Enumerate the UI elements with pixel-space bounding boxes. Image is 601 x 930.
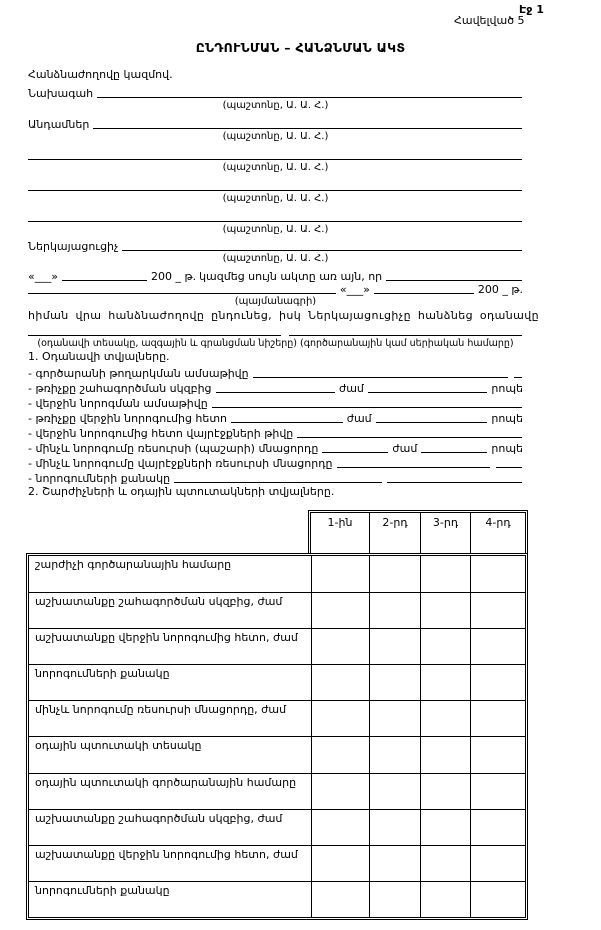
table-cell-empty [311, 736, 369, 772]
blank-line [174, 481, 382, 483]
position-caption: (պաշտոնը, Ա. Ա. Հ.) [222, 193, 329, 204]
engines-table-header [308, 510, 528, 553]
data-line [28, 470, 523, 485]
day-quote-blank: «___» [339, 283, 370, 296]
blank-line [374, 292, 474, 294]
table-header-cell: 3-րդ [420, 513, 470, 553]
blank-line [297, 436, 522, 438]
composed-text: կազմեց սույն ակտը առ այն, որ [199, 270, 383, 283]
table-cell-empty [369, 592, 420, 628]
blank-line [212, 406, 522, 408]
blank-line [216, 391, 335, 393]
table-cell-empty [470, 556, 525, 592]
table-cell-empty [311, 773, 369, 809]
blank-line [421, 451, 487, 453]
table-cell-empty [311, 592, 369, 628]
member-blank-line [28, 146, 523, 162]
data-line-label: - թռիչքը վերջին նորոգումից հետո [28, 412, 228, 425]
table-cell-empty [369, 845, 420, 881]
blank-line [231, 421, 343, 423]
table-cell-empty [311, 556, 369, 592]
blank-line [253, 376, 508, 378]
table-cell-empty [369, 556, 420, 592]
table-cell-empty [420, 628, 470, 664]
table-row-label: աշխատանքը շահագործման սկզբից, ժամ [29, 809, 311, 845]
table-row-label: նորոգումների քանակը [29, 664, 311, 700]
table-cell-empty [470, 664, 525, 700]
table-cell-empty [311, 628, 369, 664]
data-line-label: - վերջին նորոգման ամսաթիվը [28, 397, 208, 410]
blank-line [322, 451, 388, 453]
table-cell-empty [420, 664, 470, 700]
aircraft-blank-line [28, 326, 523, 338]
chairman-label: Նախագահ [28, 87, 94, 100]
data-line-label: - թռիչքը շահագործման սկզբից [28, 382, 212, 395]
table-cell-empty [369, 700, 420, 736]
representative-label: Ներկայացուցիչ [28, 240, 119, 253]
blank-line [28, 189, 522, 191]
table-cell-empty [369, 664, 420, 700]
data-line-label: - մինչև նորոգումը ռեսուրսի (պաշարի) մնացորդը [28, 442, 319, 455]
blank-line [28, 292, 336, 294]
member-blank-line [28, 177, 523, 193]
position-caption: (պաշտոնը, Ա. Ա. Հ.) [222, 162, 329, 173]
serial-number-blank [289, 334, 522, 336]
data-line-label: - նորոգումների քանակը [28, 472, 171, 485]
table-cell-empty [420, 809, 470, 845]
table-row-label: աշխատանքը վերջին նորոգումից հետո, ժամ [29, 845, 311, 881]
aircraft-caption: (օդանավի տեսակը, ազգային և գրանցման նիշերը) (գործարանային կամ սերիական համարը) [37, 338, 514, 349]
year-blank: 200 _ թ. [150, 270, 197, 283]
data-line [28, 425, 523, 440]
data-line [28, 455, 523, 470]
table-header-cell: 1-ին [327, 516, 353, 529]
members-line [28, 115, 523, 131]
table-cell-empty [470, 628, 525, 664]
contract-caption: (պայմանագրի) [234, 296, 317, 307]
blank-line [62, 279, 147, 281]
blank-line [376, 421, 488, 423]
table-cell-empty [420, 845, 470, 881]
commission-intro: Հանձնաժողովը կազմով. [28, 68, 173, 81]
data-line [28, 380, 523, 395]
date-line-2 [28, 283, 523, 296]
hour-label: ժամ [338, 382, 364, 395]
representative-line [28, 239, 523, 253]
data-line [28, 365, 523, 380]
data-line-label: - վերջին նորոգումից հետո վայրէջքների թիվը [28, 427, 294, 440]
table-row-label: աշխատանքը շահագործման սկզբից, ժամ [29, 592, 311, 628]
section2-heading: 2. Շարժիչների և օդային պտուտակների տվյալները. [28, 485, 335, 498]
date-line-1 [28, 267, 523, 283]
blank-line [386, 279, 522, 281]
table-cell-empty [470, 809, 525, 845]
table-row-label: օդային պտուտակի տեսակը [29, 736, 311, 772]
page-number: Էջ 1 [519, 3, 544, 16]
minute-label: րոպե [491, 442, 524, 455]
table-cell-empty [470, 700, 525, 736]
form-body [28, 68, 540, 500]
table-row-label: նորոգումների քանակը [29, 881, 311, 917]
table-cell-empty [311, 809, 369, 845]
minute-label: րոպե [491, 382, 524, 395]
table-row-label: շարժիչի գործարանային համարը [35, 558, 232, 571]
appendix-label: Հավելված 5 [454, 14, 525, 27]
table-cell-empty [470, 773, 525, 809]
blank-line [368, 391, 487, 393]
table-cell-empty [470, 845, 525, 881]
table-cell-empty [369, 628, 420, 664]
table-cell-empty [311, 700, 369, 736]
blank-line [28, 220, 522, 222]
data-line-label: - գործարանի թողարկման ամսաթիվը [28, 367, 249, 380]
position-caption: (պաշտոնը, Ա. Ա. Հ.) [222, 224, 329, 235]
hour-label: ժամ [392, 442, 418, 455]
table-cell-empty [311, 881, 369, 917]
members-label: Անդամներ [28, 118, 90, 131]
table-cell-empty [470, 592, 525, 628]
table-cell-empty [369, 809, 420, 845]
position-caption: (պաշտոնը, Ա. Ա. Հ.) [222, 100, 329, 111]
member-blank-line [28, 208, 523, 224]
basis-text: հիման վրա հանձնաժողովը ընդունեց, իսկ Ներկայացուցիչը հանձնեց օդանավը [28, 309, 540, 322]
hour-label: ժամ [346, 412, 372, 425]
table-cell-empty [369, 736, 420, 772]
blank-line [496, 466, 522, 468]
chairman-line [28, 84, 523, 100]
data-line [28, 440, 523, 455]
table-row-label: մինչև նորոգումը ռեսուրսի մնացորդը, ժամ [29, 700, 311, 736]
blank-line [93, 127, 522, 129]
data-line [28, 410, 523, 425]
table-cell-empty [420, 592, 470, 628]
table-row-label: օդային պտուտակի գործարանային համարը [29, 773, 311, 809]
year-blank: 200 _ թ. [477, 283, 523, 296]
table-row-label: աշխատանքը վերջին նորոգումից հետո, ժամ [29, 628, 311, 664]
position-caption: (պաշտոնը, Ա. Ա. Հ.) [222, 253, 329, 264]
data-line-label: - մինչև նորոգումը վայրէջքների ռեսուրսի մնացորդը [28, 457, 333, 470]
blank-line [28, 158, 522, 160]
section1-heading: 1. Օդանավի տվյալները. [28, 350, 170, 363]
table-cell-empty [420, 773, 470, 809]
engines-table [26, 553, 528, 920]
table-cell-empty [311, 845, 369, 881]
table-cell-empty [369, 773, 420, 809]
table-cell-empty [420, 700, 470, 736]
blank-line [514, 376, 522, 378]
aircraft-type-blank [28, 334, 281, 336]
table-header-cell: 4-րդ [470, 513, 525, 553]
minute-label: րոպե [491, 412, 523, 425]
table-cell-empty [311, 664, 369, 700]
document-title: ԸՆԴՈՒՆՄԱՆ – ՀԱՆՁՆՄԱՆ ԱԿՏ [195, 40, 406, 55]
blank-line [337, 466, 491, 468]
table-cell-empty [420, 881, 470, 917]
table-cell-empty [470, 736, 525, 772]
table-cell-empty [470, 881, 525, 917]
blank-line [122, 249, 522, 251]
table-cell-empty [420, 556, 470, 592]
position-caption: (պաշտոնը, Ա. Ա. Հ.) [222, 131, 329, 142]
blank-line [387, 481, 522, 483]
blank-line [97, 96, 522, 98]
data-line [28, 395, 523, 410]
table-cell-empty [369, 881, 420, 917]
table-cell-empty [420, 736, 470, 772]
table-header-cell: 2-րդ [369, 513, 420, 553]
day-quote-blank: «___» [28, 270, 58, 283]
